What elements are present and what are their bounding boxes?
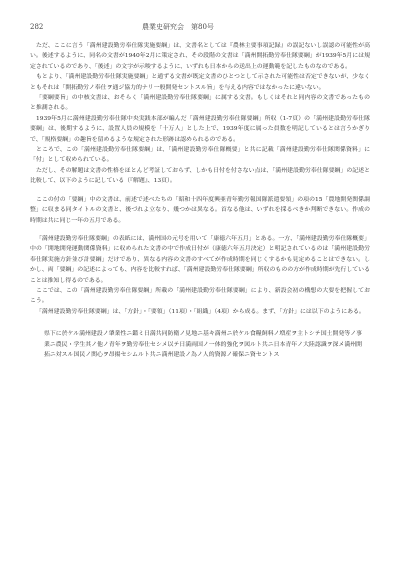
body-paragraph: 「要綱要旨」の中核文書は、おそらく「満州建設勤労奉仕隊要綱」に属する文書。もしくはそれと同内容の文書であったものと推測される。	[30, 95, 370, 112]
body-paragraph: ところで、この「満州建設勤労奉仕隊要綱」は、「満州建設勤労奉仕隊概要」と共に記載「満州建設勤労奉仕隊関係資料」に「付」として収められている。	[30, 147, 370, 164]
body-paragraph: ここでは、この「満州建設勤労奉仕隊要綱」所載の「満州建設勤労奉仕隊要綱」により、新設会初の構想の大要を把握しておこう。	[30, 287, 370, 305]
body-paragraph: ただし、その解題は文書の性格をほとんど考証しておらず、しかも日付を付さない点は、「満州建設勤労奉仕隊要綱」の記述と比較して、以下のように記している（『解題』、13頁）。	[30, 167, 370, 185]
block-quote: 県下に於ケル満州建設ノ肇業性ニ鑑ミ日満共同防衛ノ見地ニ基キ満州ニ於ケル食糧飼料ノ増産ヲ主トシテ国土開発等ノ事業ニ農民・学生其ノ他ノ青年ヲ勤労奉仕セシメ以テ日満両国ノ一体的強化ヲ図ルト共ニ日本青年ノ大陸認識ヲ深メ満州開拓ニ対スル国民ノ関心ヲ昂揚セシムルト共ニ満州建設ノ為ノ人的資源ノ確保ニ資セントス	[44, 331, 362, 358]
running-header: 農業史研究会 第80号	[142, 23, 214, 31]
section-gap	[30, 187, 370, 195]
body-paragraph: 「満州建設勤労奉仕隊要綱」の表紙には、満州国の元号を用いて「康徳六年五月」とある。一方、「満州建設勤労奉仕隊概要」中の「開地開発運動関係資料」に収められた文書の中で作成日付が（康徳六年五月決定）と明記されているのは「満州建設勤労奉仕隊実施方針並び計要綱」だけであり、異なる内容の文書のすべてが作成時期を同じくするかも見定めることはできない。しかし、両「要綱」の記述によっても、内容を比較すれば、「満州建設勤労奉仕隊要綱」所収のものの方が作成時期が先行していることは推知し得るのである。	[30, 235, 370, 284]
section-gap	[30, 226, 370, 234]
page-header	[30, 22, 370, 32]
body-paragraph: ただ、ここに言う「満州建設勤労奉仕隊実施要綱」は、文書名としては『農林主要事項記録』の誤記ないし誤認の可能性が高い。後述するように、同名の文書が1940年2月に策定され、その段階の文書は「満州開拓勤労奉仕隊要綱」が1939年5月には規定されているのであり、「後述」の文字が示唆するように、いずれも日本からの送出上の運動範を記したものなのである。	[30, 43, 370, 70]
body-paragraph: 1939年5月に満州建設勤労奉仕隊中央実践本部が編んだ「満州建設勤労奉仕隊要綱」所収（1-7頁）の「満州建設勤労奉仕隊要綱」は、後期するように、設置人員の規模を「十万人」とした上で、1939年度に属った員数を明記しているとは言うかぎりで、「規格要綱」の趣旨を留めるような規定された形跡は認められるのである。	[30, 115, 370, 143]
page-number: 282	[30, 23, 44, 31]
body-paragraph: 「満州建設勤労奉仕隊要綱」は、「方針」・「要領」（11項）・「組織」（4項）から成る。まず、「方針」には以下のようにある。	[36, 308, 365, 315]
body-paragraph: ここの付の「要綱」中の文書は、前述で述べたちの「昭和十四年度興亜青年勤労報国隊派遣要領」の項の15「農地開発関係調整」に収まる同タイトルの文書と、後づれよ立なり、幾つかは異なる。首なる他は、いずれを採るべきか判断できない。作成の時期は共に同じ一年の五月である。	[30, 196, 370, 224]
body-paragraph: もとより、「満州建設勤労奉仕隊実施要綱」と通ずる文書が既定文書のひとつとして示された可能性は否定できないが、少なくともそれは「開拓勤労ノ奉仕ヲ通ジ協力的ナリ一般開発セントスル旨」を与える内容ではなかったに違いない。	[30, 74, 370, 91]
